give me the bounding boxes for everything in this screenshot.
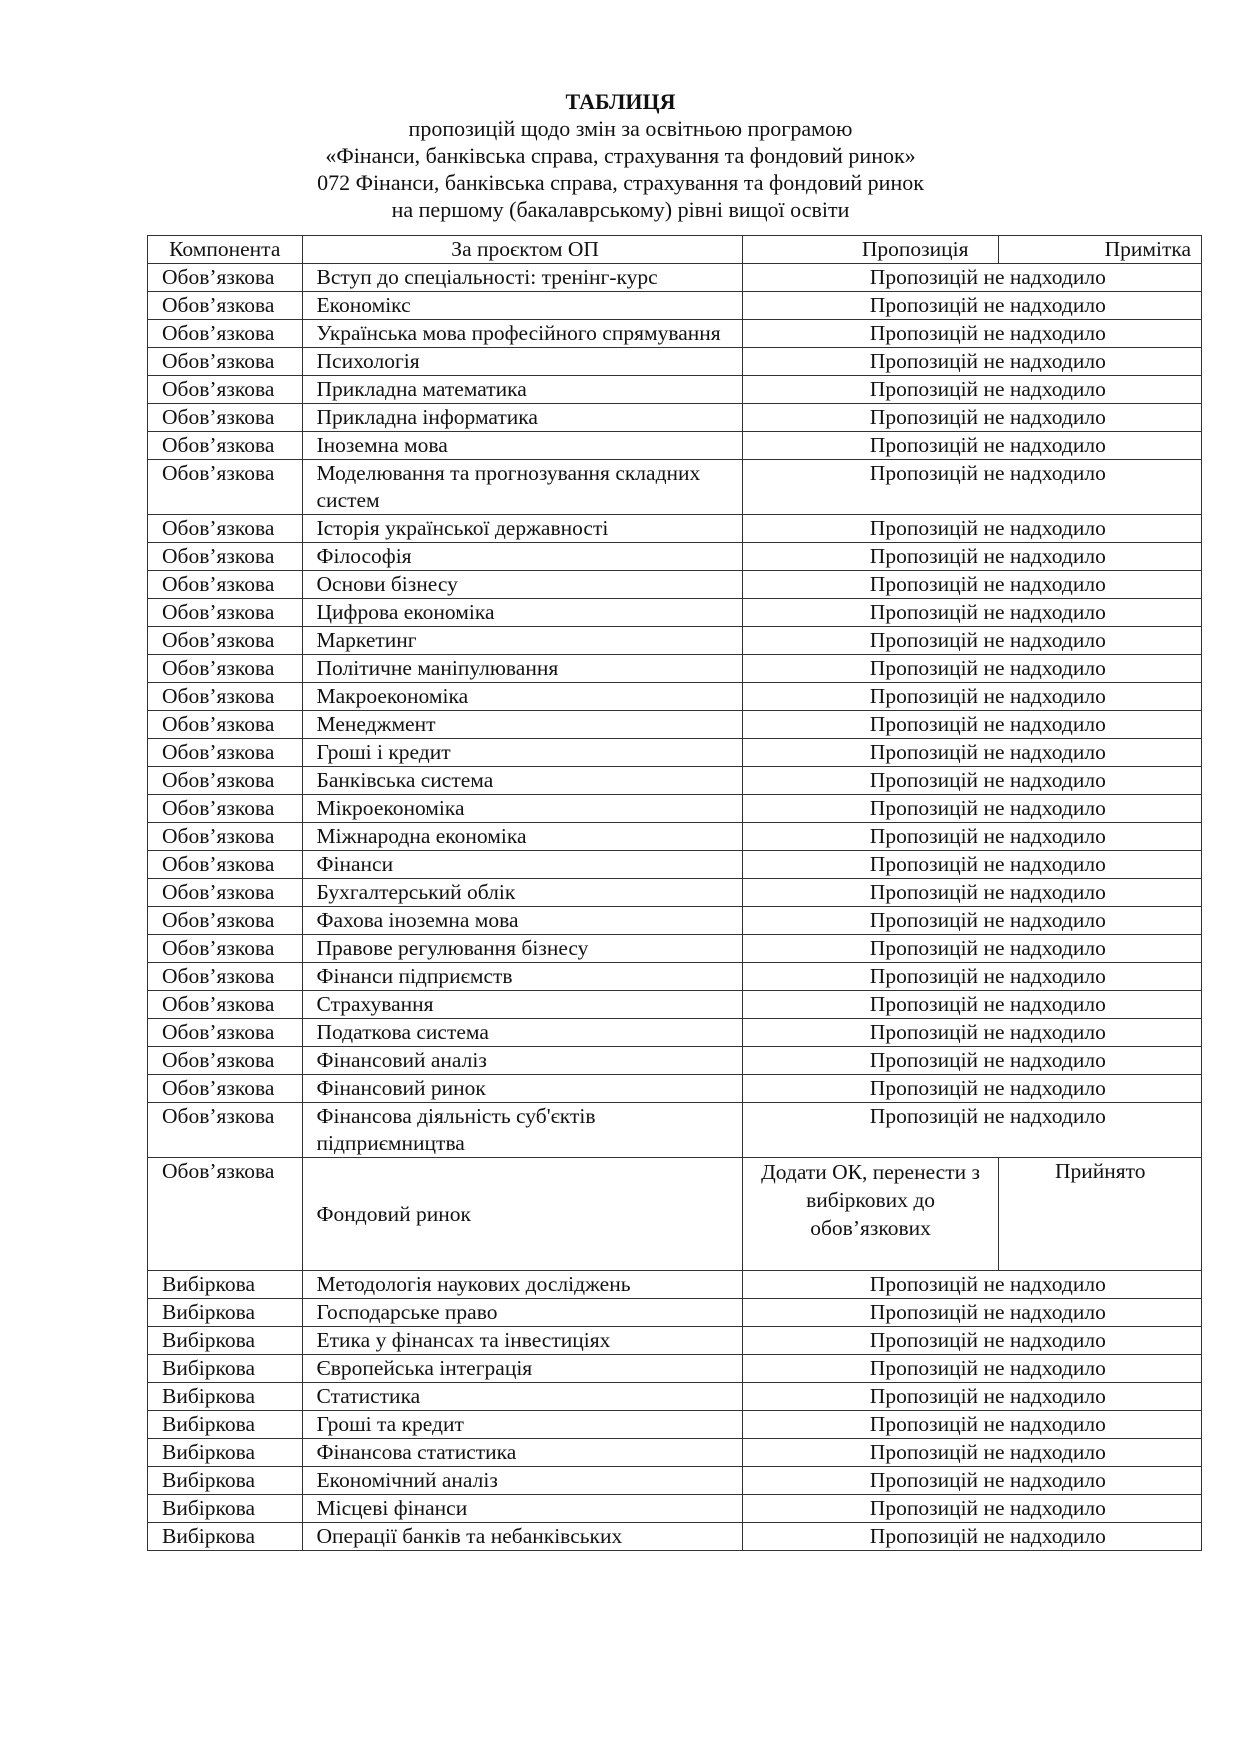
- table-row: [148, 935, 1202, 963]
- proposal-text: Пропозицій не надходило: [869, 433, 1106, 457]
- document-heading: [0, 88, 1241, 223]
- proposal-text: Пропозицій не надходило: [869, 740, 1106, 764]
- component-cell: Обов’язкова: [148, 795, 303, 823]
- component-cell: Вибіркова: [148, 1467, 303, 1495]
- table-row: [148, 739, 1202, 767]
- proposal-cell: [742, 795, 1201, 823]
- course-cell: Фондовий ринок: [302, 1158, 742, 1271]
- proposal-cell: [742, 1355, 1201, 1383]
- component-cell: Обов’язкова: [148, 991, 303, 1019]
- proposal-text: Пропозицій не надходило: [869, 1020, 1106, 1044]
- proposal-text: Пропозицій не надходило: [869, 461, 1106, 485]
- course-cell: Політичне маніпулювання: [302, 655, 742, 683]
- table-row: [148, 348, 1202, 376]
- header-proposal: Пропозиція: [742, 236, 999, 264]
- table-header-row: [148, 236, 1202, 264]
- component-cell: Обов’язкова: [148, 879, 303, 907]
- proposal-cell: [742, 1383, 1201, 1411]
- component-cell: Обов’язкова: [148, 543, 303, 571]
- course-cell: Господарське право: [302, 1299, 742, 1327]
- proposal-text: Пропозицій не надходило: [869, 1384, 1106, 1408]
- component-cell: Обов’язкова: [148, 348, 303, 376]
- course-cell: Прикладна математика: [302, 376, 742, 404]
- proposal-cell: [742, 1523, 1201, 1551]
- component-cell: Обов’язкова: [148, 907, 303, 935]
- proposal-cell: [742, 711, 1201, 739]
- proposal-cell: [742, 1411, 1201, 1439]
- proposal-cell: [742, 376, 1201, 404]
- proposal-cell: [742, 1047, 1201, 1075]
- table-row: [148, 1047, 1202, 1075]
- course-cell: Методологія наукових досліджень: [302, 1271, 742, 1299]
- table-row: [148, 823, 1202, 851]
- table-row: [148, 460, 1202, 515]
- subtitle-line-2: «Фінанси, банківська справа, страхування та фондовий ринок»: [325, 143, 916, 168]
- proposal-text: Пропозицій не надходило: [869, 656, 1106, 680]
- course-cell: Фахова іноземна мова: [302, 907, 742, 935]
- proposal-text: Пропозицій не надходило: [869, 628, 1106, 652]
- proposal-text: Пропозицій не надходило: [869, 516, 1106, 540]
- component-cell: Обов’язкова: [148, 1019, 303, 1047]
- proposal-text: Пропозицій не надходило: [869, 293, 1106, 317]
- course-cell: Бухгалтерський облік: [302, 879, 742, 907]
- proposal-cell: [742, 1271, 1201, 1299]
- course-cell: Економічний аналіз: [302, 1467, 742, 1495]
- proposal-cell: [742, 599, 1201, 627]
- proposal-text: Пропозицій не надходило: [869, 405, 1106, 429]
- course-cell: Психологія: [302, 348, 742, 376]
- course-cell: Іноземна мова: [302, 432, 742, 460]
- table-row: [148, 292, 1202, 320]
- course-cell: Цифрова економіка: [302, 599, 742, 627]
- table-row: [148, 1075, 1202, 1103]
- proposal-cell: [742, 348, 1201, 376]
- proposal-text: Пропозицій не надходило: [869, 880, 1106, 904]
- component-cell: Вибіркова: [148, 1355, 303, 1383]
- proposal-cell: [742, 655, 1201, 683]
- proposal-cell: [742, 851, 1201, 879]
- component-cell: Обов’язкова: [148, 292, 303, 320]
- course-cell: Прикладна інформатика: [302, 404, 742, 432]
- table-row: [148, 432, 1202, 460]
- component-cell: Обов’язкова: [148, 571, 303, 599]
- table-row: [148, 376, 1202, 404]
- proposal-text: Пропозицій не надходило: [869, 1300, 1106, 1324]
- course-cell: Місцеві фінанси: [302, 1495, 742, 1523]
- table-row: [148, 1523, 1202, 1551]
- table-row: [148, 1327, 1202, 1355]
- proposal-text: Пропозицій не надходило: [869, 1440, 1106, 1464]
- component-cell: Обов’язкова: [148, 404, 303, 432]
- table-row: [148, 320, 1202, 348]
- component-cell: Вибіркова: [148, 1327, 303, 1355]
- course-cell: Операції банків та небанківських: [302, 1523, 742, 1551]
- proposal-text: Пропозицій не надходило: [869, 908, 1106, 932]
- proposal-text: Пропозицій не надходило: [869, 1328, 1106, 1352]
- table-row: [148, 1271, 1202, 1299]
- proposal-text: Пропозицій не надходило: [869, 544, 1106, 568]
- table-row: [148, 1439, 1202, 1467]
- proposal-cell: [742, 1075, 1201, 1103]
- subtitle-line-1: пропозицій щодо змін за освітньою програмою: [408, 116, 853, 141]
- table-row: [148, 543, 1202, 571]
- proposal-cell: Додати ОК, перенести з вибіркових до обов’язкових: [742, 1158, 999, 1271]
- proposal-text: Пропозицій не надходило: [869, 796, 1106, 820]
- course-cell: Банківська система: [302, 767, 742, 795]
- table-row: [148, 599, 1202, 627]
- note-cell: Прийнято: [999, 1158, 1202, 1271]
- proposal-text: Пропозицій не надходило: [869, 1356, 1106, 1380]
- proposal-cell: [742, 460, 1201, 515]
- course-cell: Економікс: [302, 292, 742, 320]
- proposal-cell: [742, 767, 1201, 795]
- proposal-text: Пропозицій не надходило: [869, 936, 1106, 960]
- header-note: Примітка: [999, 236, 1202, 264]
- proposal-cell: [742, 1467, 1201, 1495]
- table-row: [148, 767, 1202, 795]
- proposal-cell: [742, 1103, 1201, 1158]
- component-cell: Вибіркова: [148, 1439, 303, 1467]
- component-cell: Обов’язкова: [148, 851, 303, 879]
- proposal-text: Пропозицій не надходило: [869, 684, 1106, 708]
- proposal-text: Пропозицій не надходило: [869, 852, 1106, 876]
- component-cell: Обов’язкова: [148, 655, 303, 683]
- table-row: [148, 1355, 1202, 1383]
- table-row: [148, 1299, 1202, 1327]
- course-cell: Фінанси підприємств: [302, 963, 742, 991]
- proposal-text: Пропозицій не надходило: [869, 1104, 1106, 1128]
- proposal-text: Пропозицій не надходило: [869, 992, 1106, 1016]
- component-cell: Обов’язкова: [148, 935, 303, 963]
- course-cell: Макроекономіка: [302, 683, 742, 711]
- header-component: Компонента: [148, 236, 303, 264]
- subtitle-line-4: на першому (бакалаврському) рівні вищої освіти: [391, 197, 850, 222]
- course-cell: Європейська інтеграція: [302, 1355, 742, 1383]
- component-cell: Обов’язкова: [148, 1158, 303, 1271]
- course-cell: Вступ до спеціальності: тренінг-курс: [302, 264, 742, 292]
- component-cell: Обов’язкова: [148, 963, 303, 991]
- component-cell: Обов’язкова: [148, 376, 303, 404]
- table-row: [148, 571, 1202, 599]
- component-cell: Вибіркова: [148, 1383, 303, 1411]
- course-cell: Мікроекономіка: [302, 795, 742, 823]
- proposal-text: Пропозицій не надходило: [869, 349, 1106, 373]
- component-cell: Обов’язкова: [148, 599, 303, 627]
- table-row: [148, 627, 1202, 655]
- proposal-cell: [742, 683, 1201, 711]
- table-row: [148, 711, 1202, 739]
- component-cell: Обов’язкова: [148, 767, 303, 795]
- proposal-cell: [742, 907, 1201, 935]
- course-cell: Фінанси: [302, 851, 742, 879]
- table-row: [148, 1019, 1202, 1047]
- proposal-text: Пропозицій не надходило: [869, 824, 1106, 848]
- proposal-text: Пропозицій не надходило: [869, 1048, 1106, 1072]
- proposal-cell: [742, 543, 1201, 571]
- table-row: [148, 264, 1202, 292]
- course-cell: Українська мова професійного спрямування: [302, 320, 742, 348]
- component-cell: Обов’язкова: [148, 711, 303, 739]
- proposal-cell: [742, 571, 1201, 599]
- proposal-text: Пропозицій не надходило: [869, 1412, 1106, 1436]
- component-cell: Вибіркова: [148, 1523, 303, 1551]
- proposal-cell: [742, 879, 1201, 907]
- course-cell: Страхування: [302, 991, 742, 1019]
- table-row-special: [148, 1158, 1202, 1271]
- course-cell: Фінансовий ринок: [302, 1075, 742, 1103]
- table-row: [148, 515, 1202, 543]
- proposal-cell: [742, 264, 1201, 292]
- proposal-cell: [742, 320, 1201, 348]
- course-cell: Фінансова статистика: [302, 1439, 742, 1467]
- table-row: [148, 404, 1202, 432]
- proposal-cell: [742, 1019, 1201, 1047]
- course-cell: Історія української державності: [302, 515, 742, 543]
- table-row: [148, 1495, 1202, 1523]
- table-row: [148, 1467, 1202, 1495]
- component-cell: Вибіркова: [148, 1299, 303, 1327]
- component-cell: Обов’язкова: [148, 432, 303, 460]
- proposal-text: Пропозицій не надходило: [869, 1076, 1106, 1100]
- course-cell: Гроші і кредит: [302, 739, 742, 767]
- table-row: [148, 683, 1202, 711]
- proposal-cell: [742, 823, 1201, 851]
- table-row: [148, 1411, 1202, 1439]
- document-title: ТАБЛИЦЯ: [565, 89, 676, 114]
- course-cell: Фінансовий аналіз: [302, 1047, 742, 1075]
- component-cell: Обов’язкова: [148, 460, 303, 515]
- proposal-cell: [742, 627, 1201, 655]
- course-cell: Фінансова діяльність суб'єктів підприємництва: [302, 1103, 742, 1158]
- course-cell: Основи бізнесу: [302, 571, 742, 599]
- proposal-cell: [742, 292, 1201, 320]
- proposal-text: Пропозицій не надходило: [869, 572, 1106, 596]
- table-row: [148, 963, 1202, 991]
- proposal-cell: [742, 739, 1201, 767]
- header-project: За проєктом ОП: [302, 236, 742, 264]
- course-cell: Маркетинг: [302, 627, 742, 655]
- course-cell: Моделювання та прогнозування складних систем: [302, 460, 742, 515]
- component-cell: Обов’язкова: [148, 1075, 303, 1103]
- table-row: [148, 655, 1202, 683]
- component-cell: Вибіркова: [148, 1495, 303, 1523]
- component-cell: Обов’язкова: [148, 1103, 303, 1158]
- component-cell: Обов’язкова: [148, 739, 303, 767]
- subtitle-line-3: 072 Фінанси, банківська справа, страхування та фондовий ринок: [317, 170, 924, 195]
- proposal-text: Пропозицій не надходило: [869, 377, 1106, 401]
- proposal-cell: [742, 1327, 1201, 1355]
- proposal-text: Пропозицій не надходило: [869, 1272, 1106, 1296]
- table-row: [148, 907, 1202, 935]
- component-cell: Обов’язкова: [148, 515, 303, 543]
- proposal-text: Пропозицій не надходило: [869, 964, 1106, 988]
- proposal-text: Пропозицій не надходило: [869, 600, 1106, 624]
- proposals-table: [147, 235, 1202, 1551]
- proposal-cell: [742, 935, 1201, 963]
- component-cell: Вибіркова: [148, 1271, 303, 1299]
- table-row: [148, 1103, 1202, 1158]
- proposal-cell: [742, 515, 1201, 543]
- proposal-text: Пропозицій не надходило: [869, 1496, 1106, 1520]
- component-cell: Вибіркова: [148, 1411, 303, 1439]
- proposal-text: Пропозицій не надходило: [869, 768, 1106, 792]
- table-row: [148, 851, 1202, 879]
- course-cell: Філософія: [302, 543, 742, 571]
- table-row: [148, 991, 1202, 1019]
- component-cell: Обов’язкова: [148, 823, 303, 851]
- proposal-cell: [742, 1299, 1201, 1327]
- proposal-text: Пропозицій не надходило: [869, 265, 1106, 289]
- course-cell: Гроші та кредит: [302, 1411, 742, 1439]
- component-cell: Обов’язкова: [148, 627, 303, 655]
- course-cell: Етика у фінансах та інвестиціях: [302, 1327, 742, 1355]
- component-cell: Обов’язкова: [148, 320, 303, 348]
- proposal-text: Пропозицій не надходило: [869, 712, 1106, 736]
- proposal-text: Пропозицій не надходило: [869, 1524, 1106, 1548]
- course-cell: Менеджмент: [302, 711, 742, 739]
- proposal-text: Пропозицій не надходило: [869, 1468, 1106, 1492]
- proposal-cell: [742, 991, 1201, 1019]
- proposal-cell: [742, 404, 1201, 432]
- proposal-cell: [742, 1439, 1201, 1467]
- component-cell: Обов’язкова: [148, 264, 303, 292]
- proposal-cell: [742, 1495, 1201, 1523]
- proposal-cell: [742, 963, 1201, 991]
- table-row: [148, 1383, 1202, 1411]
- proposal-cell: [742, 432, 1201, 460]
- course-cell: Міжнародна економіка: [302, 823, 742, 851]
- proposal-text: Пропозицій не надходило: [869, 321, 1106, 345]
- component-cell: Обов’язкова: [148, 683, 303, 711]
- component-cell: Обов’язкова: [148, 1047, 303, 1075]
- course-cell: Правове регулювання бізнесу: [302, 935, 742, 963]
- table-row: [148, 879, 1202, 907]
- course-cell: Статистика: [302, 1383, 742, 1411]
- table-row: [148, 795, 1202, 823]
- course-cell: Податкова система: [302, 1019, 742, 1047]
